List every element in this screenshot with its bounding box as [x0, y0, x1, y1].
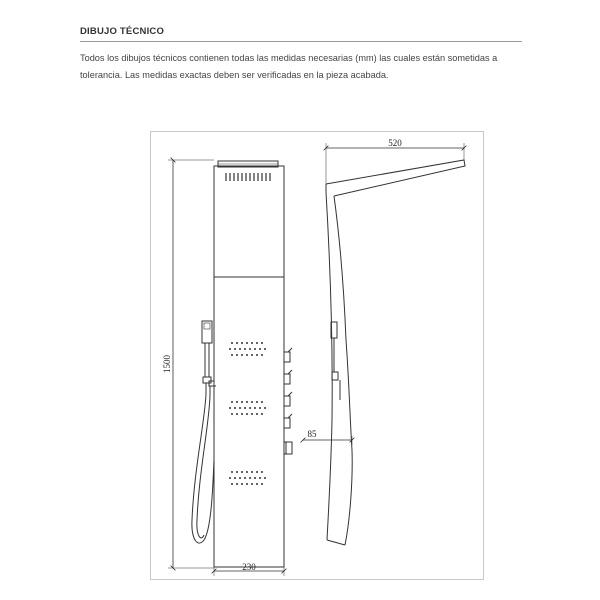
dim-height-label: 1500 [162, 355, 172, 373]
control-knobs [284, 348, 292, 454]
dimension-lines [168, 143, 464, 576]
head-nozzles [226, 173, 270, 181]
dim-projection-label: 520 [388, 138, 402, 148]
dim-offset-label: 85 [307, 429, 317, 439]
body-jets-lower [229, 471, 266, 485]
dim-width-label: 230 [242, 562, 256, 572]
page-title: DIBUJO TÉCNICO [80, 26, 165, 37]
hand-shower [192, 321, 214, 543]
description-text: Todos los dibujos técnicos contienen todas las medidas necesarias (mm) las cuales están sometidas a tolerancia. Las medidas exactas deben ser verificadas en la pieza acabada. [80, 53, 498, 80]
side-view [326, 160, 465, 545]
body-jets-middle [229, 401, 266, 415]
front-view [192, 161, 292, 567]
body-jets-upper [229, 342, 266, 356]
panel-body [214, 166, 284, 567]
